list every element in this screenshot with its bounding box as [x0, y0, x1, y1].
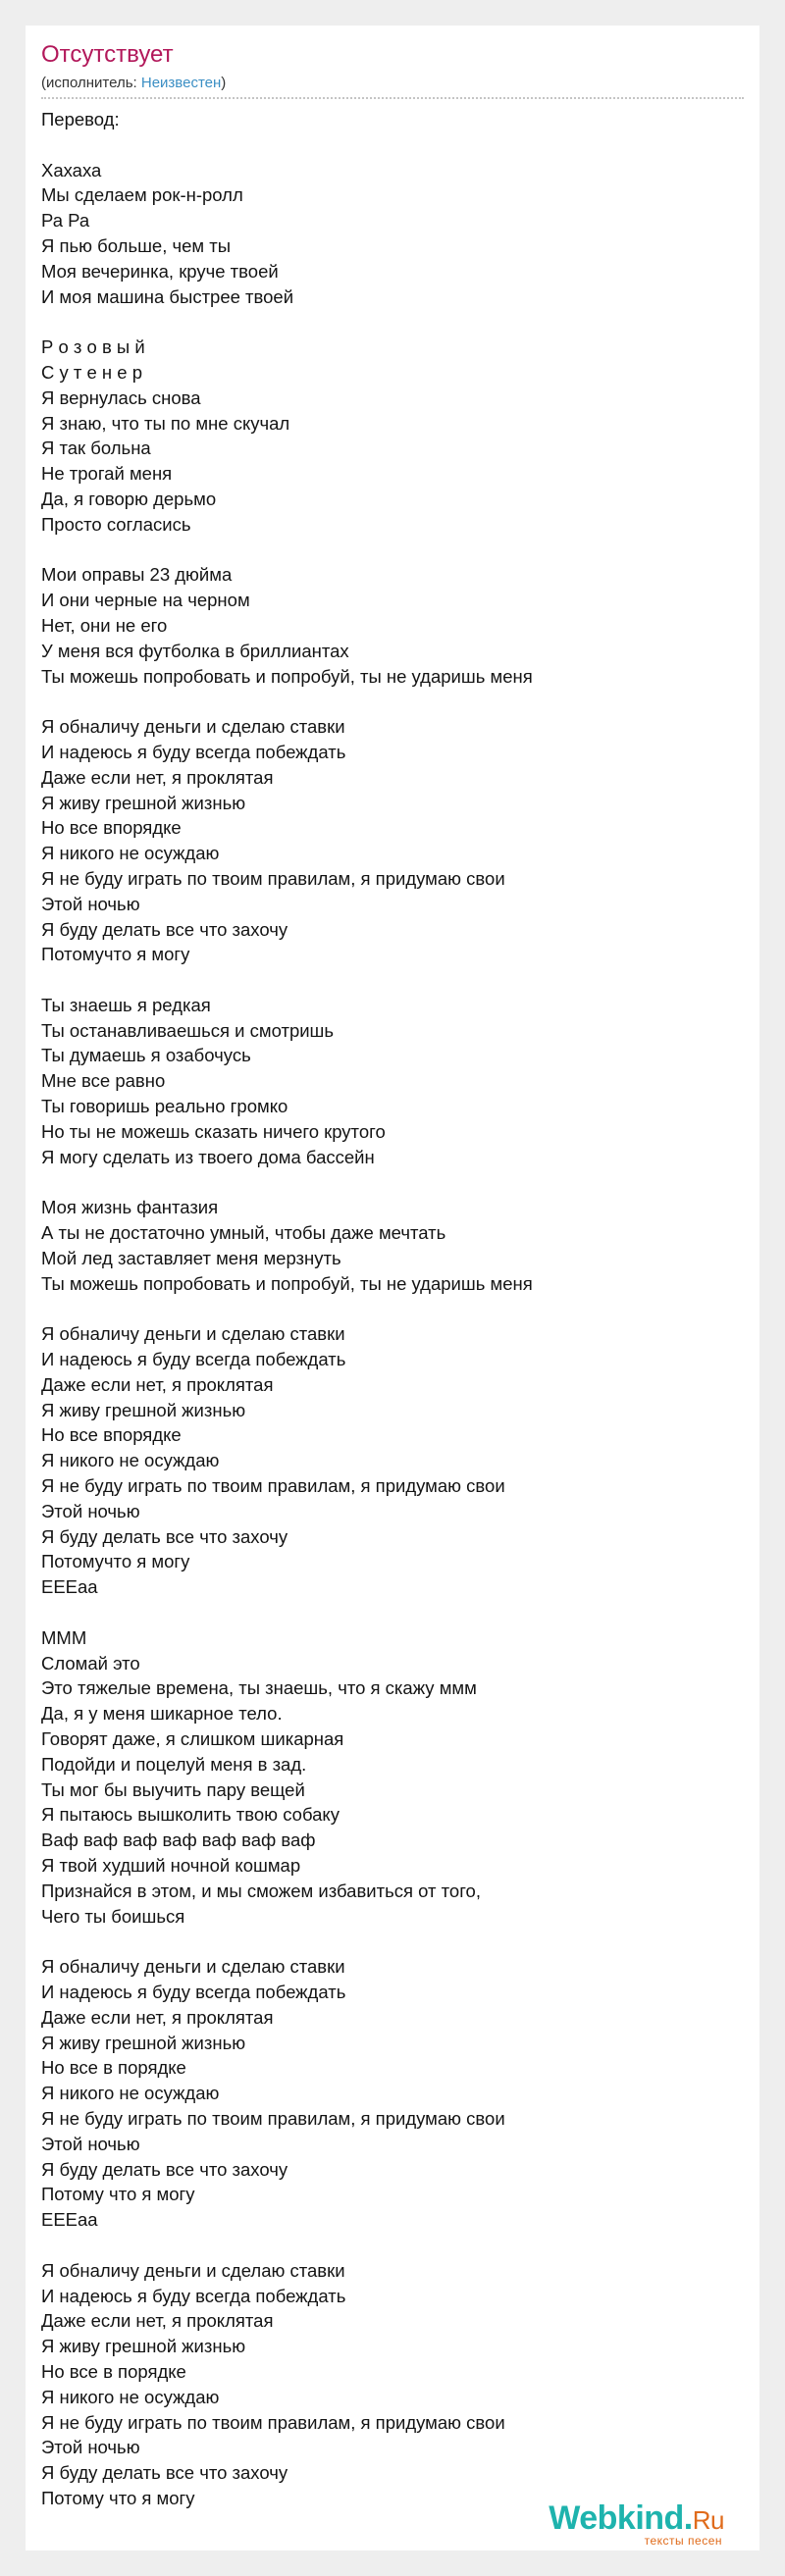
logo-tld: Ru: [692, 2505, 724, 2535]
lyric-line: С у т е н е р: [41, 361, 143, 383]
lyric-line: Но ты не можешь сказать ничего крутого: [41, 1120, 386, 1142]
lyric-line: Я твой худший ночной кошмар: [41, 1854, 301, 1876]
lyric-line: Даже если нет, я проклятая: [41, 2310, 274, 2332]
lyric-line: Но все в порядке: [41, 2057, 186, 2079]
lyric-line: Я обналичу деньги и сделаю ставки: [41, 1956, 345, 1978]
lyric-line: Признайся в этом, и мы сможем избавиться от того,: [41, 1880, 481, 1901]
lyric-line: У меня вся футболка в бриллиантах: [41, 640, 349, 661]
lyric-line: Я буду делать все что захочу: [41, 2158, 288, 2180]
lyric-line: Но все впорядке: [41, 817, 182, 839]
logo-brand: Webkind: [549, 2499, 684, 2537]
lyric-line: Ты останавливаешься и смотришь: [41, 1019, 335, 1041]
lyric-line: Я не буду играть по твоим правилам, я придумаю свои: [41, 1475, 505, 1497]
lyric-line: Но все в порядке: [41, 2360, 186, 2382]
lyric-line: Ты знаешь я редкая: [41, 994, 211, 1015]
lyric-line: Я никого не осуждаю: [41, 1450, 220, 1471]
lyric-line: Это тяжелые времена, ты знаешь, что я скажу ммм: [41, 1677, 477, 1699]
lyric-line: Ты думаешь я озабочусь: [41, 1045, 251, 1066]
lyric-line: Мои оправы 23 дюйма: [41, 564, 233, 586]
lyric-line: Мой лед заставляет меня мерзнуть: [41, 1247, 341, 1268]
lyric-line: Я никого не осуждаю: [41, 2083, 220, 2104]
lyric-line: Потому что я могу: [41, 2487, 195, 2508]
logo-wordmark: [549, 2499, 724, 2539]
lyric-line: Я никого не осуждаю: [41, 843, 220, 864]
lyric-line: Нет, они не его: [41, 614, 168, 636]
lyric-line: [41, 1169, 744, 1195]
lyric-line: Я знаю, что ты по мне скучал: [41, 412, 290, 434]
lyric-line: Я не буду играть по твоим правилам, я придумаю свои: [41, 2411, 505, 2433]
lyric-line: Я буду делать все что захочу: [41, 918, 288, 940]
lyric-line: Ты можешь попробовать и попробуй, ты не ударишь меня: [41, 665, 533, 687]
lyric-line: [41, 538, 744, 563]
lyric-line: И надеюсь я буду всегда побеждать: [41, 2285, 346, 2306]
lyric-line: Я живу грешной жизнью: [41, 2336, 246, 2357]
artist-byline: [41, 74, 744, 93]
lyric-line: Этой ночью: [41, 2133, 140, 2154]
lyric-line: Я буду делать все что захочу: [41, 1525, 288, 1547]
logo-dot: .: [683, 2499, 693, 2537]
lyric-line: И надеюсь я буду всегда побеждать: [41, 741, 346, 762]
lyric-line: Ра Ра: [41, 210, 90, 232]
logo-subtitle: тексты песен: [644, 2534, 722, 2548]
lyric-line: Ваф ваф ваф ваф ваф ваф ваф: [41, 1829, 316, 1851]
lyric-line: Просто согласись: [41, 513, 191, 535]
byline-suffix: ): [221, 75, 227, 91]
lyric-line: МММ: [41, 1626, 87, 1648]
lyric-line: Говорят даже, я слишком шикарная: [41, 1728, 344, 1749]
lyric-line: Ты говоришь реально громко: [41, 1096, 288, 1117]
lyric-line: Я живу грешной жизнью: [41, 792, 246, 813]
lyric-line: [41, 967, 744, 993]
lyric-line: [41, 1600, 744, 1625]
lyric-line: Р о з о в ы й: [41, 336, 145, 358]
lyric-line: Потому что я могу: [41, 2184, 195, 2205]
lyric-line: Потомучто я могу: [41, 1551, 190, 1572]
lyric-line: Не трогай меня: [41, 463, 173, 485]
lyric-line: [41, 1296, 744, 1321]
lyric-line: Мы сделаем рок-н-ролл: [41, 184, 243, 206]
byline-prefix: (исполнитель:: [41, 75, 141, 91]
lyric-line: [41, 132, 744, 158]
lyric-line: Но все впорядке: [41, 1424, 182, 1446]
lyric-line: Перевод:: [41, 109, 120, 129]
lyric-line: И надеюсь я буду всегда побеждать: [41, 1349, 346, 1370]
lyric-line: Да, я у меня шикарное тело.: [41, 1703, 283, 1725]
lyrics-text: [41, 107, 744, 2511]
lyric-line: Ты мог бы выучить пару вещей: [41, 1778, 305, 1800]
lyric-line: ЕЕЕаа: [41, 2209, 98, 2231]
lyric-line: И они черные на черном: [41, 590, 250, 611]
lyric-line: Я пытаюсь вышколить твою собаку: [41, 1804, 340, 1826]
lyric-line: Даже если нет, я проклятая: [41, 1373, 274, 1395]
lyric-line: Я могу сделать из твоего дома бассейн: [41, 1146, 375, 1167]
lyric-line: Потомучто я могу: [41, 944, 190, 965]
webkind-logo[interactable]: [549, 2499, 724, 2547]
artist-link[interactable]: Неизвестен: [140, 75, 222, 91]
lyric-line: Чего ты боишься: [41, 1905, 185, 1927]
lyrics-card: [26, 26, 759, 2550]
lyric-line: Этой ночью: [41, 2437, 140, 2458]
lyric-line: И моя машина быстрее твоей: [41, 285, 294, 307]
lyric-line: А ты не достаточно умный, чтобы даже мечтать: [41, 1222, 446, 1244]
lyric-line: Я пью больше, чем ты: [41, 234, 232, 256]
lyric-line: Я так больна: [41, 438, 151, 459]
title-divider: [41, 97, 744, 99]
lyric-line: И надеюсь я буду всегда побеждать: [41, 1981, 346, 2002]
lyric-line: Мне все равно: [41, 1070, 166, 1092]
lyric-line: ЕЕЕаа: [41, 1576, 98, 1598]
lyric-line: Даже если нет, я проклятая: [41, 2006, 274, 2028]
lyric-line: Я вернулась снова: [41, 386, 201, 408]
lyric-line: Да, я говорю дерьмо: [41, 488, 217, 509]
lyric-line: Я живу грешной жизнью: [41, 1399, 246, 1420]
lyric-line: Я не буду играть по твоим правилам, я придумаю свои: [41, 2107, 505, 2129]
lyric-line: Моя вечеринка, круче твоей: [41, 260, 279, 282]
lyric-line: Этой ночью: [41, 1500, 140, 1521]
lyric-line: Я обналичу деньги и сделаю ставки: [41, 1323, 345, 1345]
lyric-line: Ты можешь попробовать и попробуй, ты не ударишь меня: [41, 1272, 533, 1294]
lyric-line: Подойди и поцелуй меня в зад.: [41, 1753, 307, 1775]
lyric-line: Я не буду играть по твоим правилам, я придумаю свои: [41, 867, 505, 889]
lyric-line: Я буду делать все что захочу: [41, 2462, 288, 2484]
lyric-line: Этой ночью: [41, 893, 140, 914]
lyric-line: Хахаха: [41, 159, 102, 180]
lyric-line: Я обналичу деньги и сделаю ставки: [41, 716, 345, 738]
lyric-line: Сломай это: [41, 1652, 140, 1674]
lyric-line: Моя жизнь фантазия: [41, 1197, 219, 1218]
song-title: Отсутствует: [41, 41, 174, 68]
lyric-line: Я живу грешной жизнью: [41, 2032, 246, 2053]
lyric-line: [41, 2233, 744, 2258]
lyric-line: [41, 1929, 744, 1954]
lyric-line: Я никого не осуждаю: [41, 2386, 220, 2407]
lyric-line: Даже если нет, я проклятая: [41, 766, 274, 788]
lyric-line: [41, 689, 744, 714]
lyric-line: Я обналичу деньги и сделаю ставки: [41, 2259, 345, 2281]
lyric-line: [41, 309, 744, 335]
